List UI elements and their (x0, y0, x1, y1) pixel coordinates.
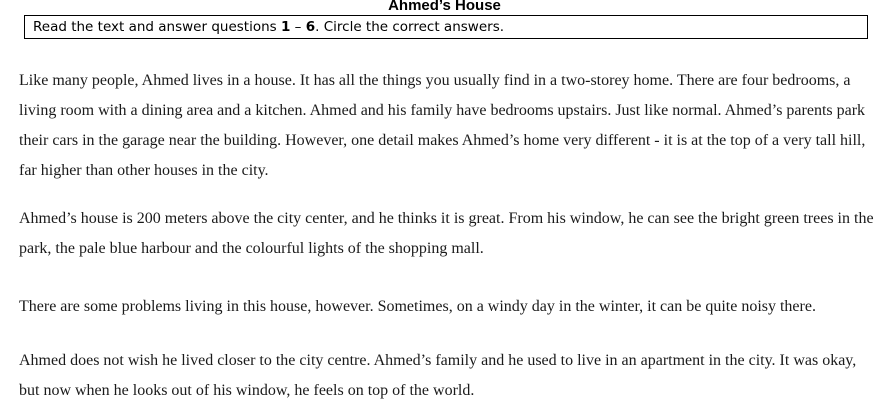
question-range-end: 6 (305, 19, 316, 35)
paragraph-1: Like many people, Ahmed lives in a house. It has all the things you usually find in a two-storey home. There are four bedrooms, a living room with a dining area and a kitchen. Ahmed and his family have bedrooms upstairs. Just like normal. Ahmed’s parents park their cars in the garage near the building. However, one detail makes Ahmed’s home very different - it is at the top of a very tall hill, far higher than other houses in the city. (19, 72, 866, 179)
instruction-text-start: Read the text and answer questions (33, 19, 281, 35)
question-range-start: 1 (280, 19, 291, 35)
instruction-dash: – (290, 19, 306, 35)
instruction-box (24, 15, 868, 39)
page-title: Ahmed’s House (388, 0, 501, 14)
paragraph-4: Ahmed does not wish he lived closer to the city centre. Ahmed’s family and he used to live in an apartment in the city. It was okay, but now when he looks out of his window, he feels on top of the world. (19, 352, 857, 399)
instruction-text-end: . Circle the correct answers. (315, 19, 505, 35)
paragraph-2: Ahmed’s house is 200 meters above the city center, and he thinks it is great. From his window, he can see the bright green trees in the park, the pale blue harbour and the colourful lights of the shopping mall. (19, 210, 874, 257)
paragraph-3: There are some problems living in this house, however. Sometimes, on a windy day in the winter, it can be quite noisy there. (19, 298, 816, 315)
